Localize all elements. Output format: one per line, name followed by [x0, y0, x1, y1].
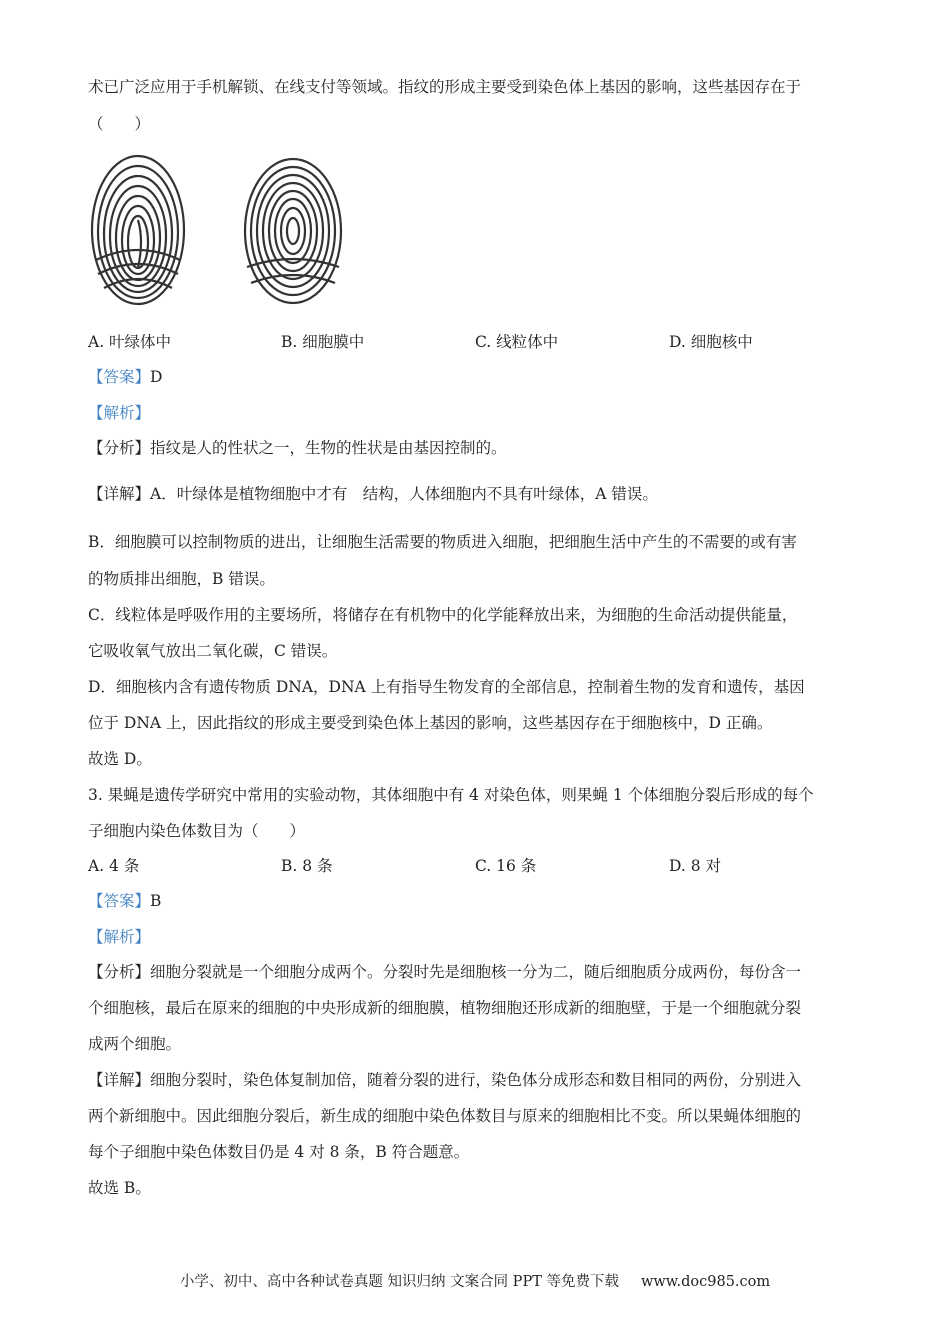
option-c: C. 线粒体中: [475, 333, 559, 351]
q3-answer-line: [88, 891, 161, 911]
q3-analysis-tag: 【解析】: [88, 928, 151, 946]
option-d: D. 细胞核中: [669, 333, 753, 351]
answer-blank: （ ）: [88, 115, 151, 133]
fenxi-tag: 【分析】: [88, 439, 151, 457]
detail-b-line-2: 的物质排出细胞，B 错误。: [88, 570, 275, 588]
q3-fenxi-line-2: 个细胞核，最后在原来的细胞的中央形成新的细胞膜，植物细胞还形成新的细胞壁，于是一个细胞就分裂: [88, 999, 802, 1017]
answer-line: [88, 367, 162, 387]
q3-xiangjie-tag: 【详解】: [88, 1071, 151, 1089]
q3-fenxi-line-1: [88, 962, 801, 982]
detail-a-line: [88, 484, 658, 504]
q3-conclusion: 故选 B。: [88, 1179, 151, 1197]
detail-d-line-1: D．细胞核内含有遗传物质 DNA，DNA 上有指导生物发育的全部信息，控制着生物的发育和遗传，基因: [88, 678, 805, 696]
q3-fenxi-line-3: 成两个细胞。: [88, 1035, 182, 1053]
detail-c-line-2: 它吸收氧气放出二氧化碳，C 错误。: [88, 642, 338, 660]
detail-d-line-2: 位于 DNA 上，因此指纹的形成主要受到染色体上基因的影响，这些基因存在于细胞核中，D 正确。: [88, 714, 773, 732]
q3-option-c: C. 16 条: [475, 857, 537, 875]
q3-option-b: B. 8 条: [281, 857, 333, 875]
footer-url[interactable]: www.doc985.com: [640, 1274, 771, 1290]
q3-detail-line-3: 每个子细胞中染色体数目仍是 4 对 8 条，B 符合题意。: [88, 1143, 470, 1161]
q3-stem-line-2: 子细胞内染色体数目为（ ）: [88, 822, 306, 840]
q3-fenxi-text-1: 细胞分裂就是一个细胞分成两个。分裂时先是细胞核一分为二，随后细胞质分成两份，每份含一: [150, 963, 802, 981]
answer-tag: 【答案】: [88, 368, 151, 386]
fingerprint-image-right: [241, 155, 345, 307]
q3-option-d: D. 8 对: [669, 857, 722, 875]
analysis-tag: 【解析】: [88, 404, 151, 422]
option-a: A. 叶绿体中: [88, 333, 172, 351]
xiangjie-tag: 【详解】: [88, 485, 151, 503]
page-footer: [0, 1270, 950, 1291]
fenxi-text: 指纹是人的性状之一，生物的性状是由基因控制的。: [150, 439, 507, 457]
q3-fenxi-tag: 【分析】: [88, 963, 151, 981]
fenxi-line: [88, 438, 507, 458]
q3-answer-tag: 【答案】: [88, 892, 151, 910]
answer-value: D: [150, 368, 163, 386]
q3-detail-line-1: [88, 1070, 801, 1090]
detail-b-line-1: B．细胞膜可以控制物质的进出，让细胞生活需要的物质进入细胞，把细胞生活中产生的不需要的或有害: [88, 533, 797, 551]
q3-option-a: A. 4 条: [88, 857, 140, 875]
conclusion: 故选 D。: [88, 750, 152, 768]
detail-a-text: A．叶绿体是植物细胞中才有 结构，人体细胞内不具有叶绿体，A 错误。: [150, 485, 658, 503]
option-b: B. 细胞膜中: [281, 333, 365, 351]
q3-detail-text-1: 细胞分裂时，染色体复制加倍，随着分裂的进行，染色体分成形态和数目相同的两份，分别进入: [150, 1071, 802, 1089]
footer-text: 小学、初中、高中各种试卷真题 知识归纳 文案合同 PPT 等免费下载: [179, 1274, 619, 1290]
detail-c-line-1: C．线粒体是呼吸作用的主要场所，将储存在有机物中的化学能释放出来，为细胞的生命活动提供能量，: [88, 606, 798, 624]
q3-detail-line-2: 两个新细胞中。因此细胞分裂后，新生成的细胞中染色体数目与原来的细胞相比不变。所以果蝇体细胞的: [88, 1107, 802, 1125]
fingerprint-image-left: [88, 150, 188, 308]
question-stem-line: 术已广泛应用于手机解锁、在线支付等领域。指纹的形成主要受到染色体上基因的影响，这些基因存在于: [88, 78, 802, 96]
q3-answer-value: B: [150, 892, 162, 910]
q3-stem-line-1: 3. 果蝇是遗传学研究中常用的实验动物，其体细胞中有 4 对染色体，则果蝇 1 个体细胞分裂后形成的每个: [88, 786, 814, 804]
